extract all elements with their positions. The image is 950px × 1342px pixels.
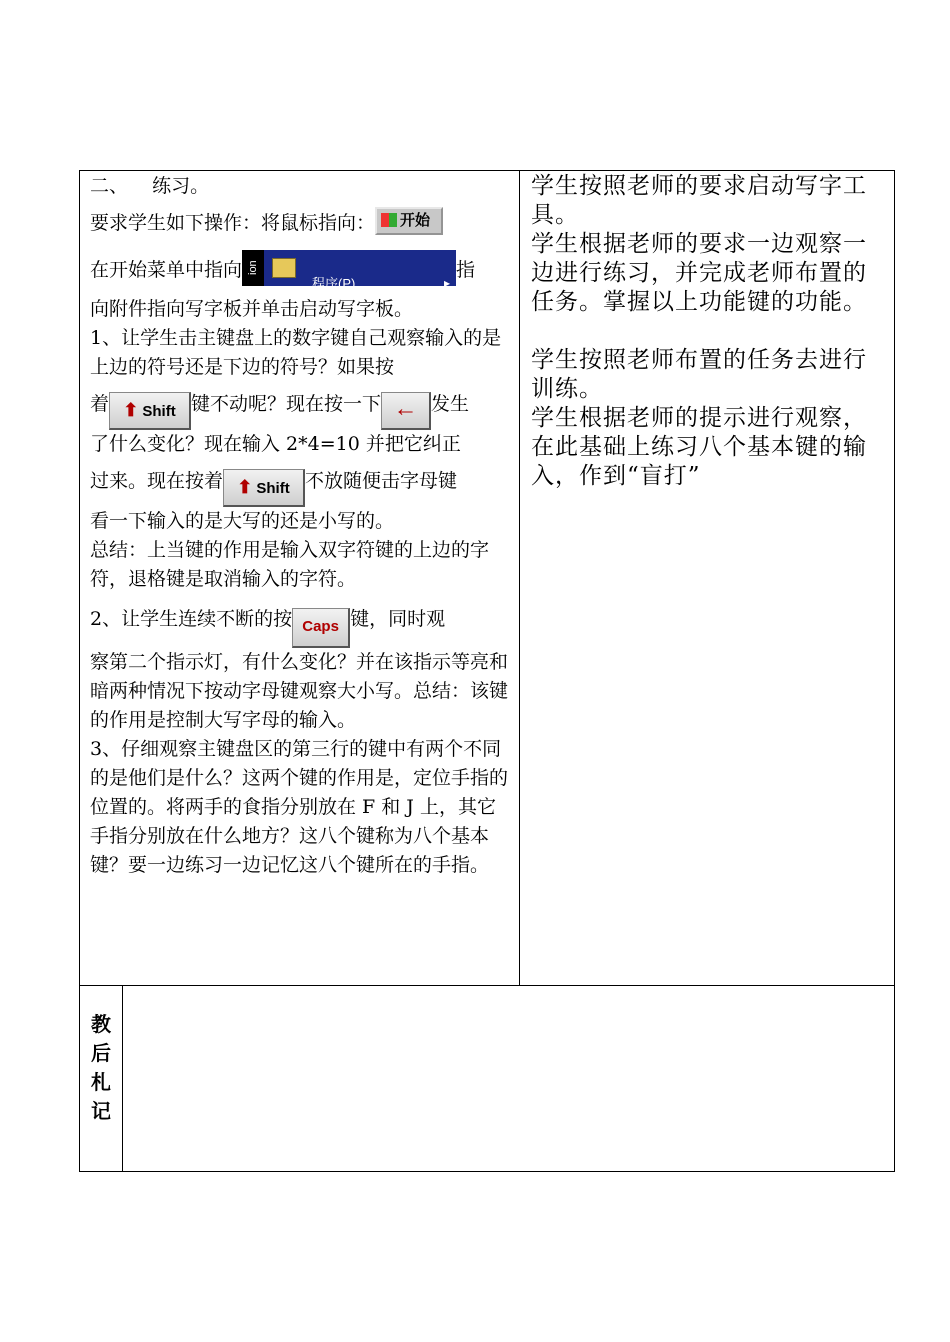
column-divider [519, 170, 520, 986]
submenu-arrow-icon: ▸ [443, 276, 451, 290]
start-button-image: 开始 [375, 207, 443, 235]
student-para-2: 学生根据老师的要求一边观察一边进行练习，并完成老师布置的任务。掌握以上功能键的功能。 [531, 231, 867, 315]
teacher-activity [90, 172, 512, 880]
question-1-shift: 着 ⬆ Shift 键不动呢？现在按一下 ← 发生 [90, 382, 512, 430]
backspace-key-image: ← [381, 392, 431, 430]
question-1-input: 了什么变化？现在输入 2*4=10 并把它纠正 [90, 433, 461, 455]
instruction-line-2: 在开始菜单中指向 ion 程序(P) ▸ 指 [90, 245, 512, 295]
shift-key-image: ⬆ Shift [109, 392, 191, 430]
question-2-caps: 2、让学生连续不断的按 Caps 键，同时观 [90, 594, 512, 648]
question-3: 3、仔细观察主键盘区的第三行的键中有两个不同的是他们是什么？这两个键的作用是，定位手指的位置的。将两手的食指分别放在 F 和 J 上，其它手指分别放在什么地方？这八个键称为八个基本键？要一边练习一边记忆这八个键所在的手指。 [90, 738, 509, 876]
section-heading: 二、 练习。 [90, 175, 210, 197]
question-1-case: 看一下输入的是大写的还是小写的。 [90, 510, 395, 532]
student-para-1: 学生按照老师的要求启动写字工具。 [531, 173, 867, 228]
question-1-hold-shift: 过来。现在按着 ⬆ Shift 不放随便击字母键 [90, 459, 512, 507]
post-lesson-notes-label: 教后札记 [91, 1012, 111, 1123]
folder-icon [272, 258, 296, 278]
student-para-3: 学生按照老师布置的任务去进行训练。 [531, 347, 867, 402]
student-para-4: 学生根据老师的提示进行观察，在此基础上练习八个基本键的输入，作到“盲打” [531, 405, 867, 489]
summary-1: 总结：上当键的作用是输入双字符键的上边的字符，退格键是取消输入的字符。 [90, 539, 490, 590]
up-arrow-icon: ⬆ [237, 477, 253, 497]
up-arrow-icon: ⬆ [123, 400, 139, 420]
notes-divider [122, 985, 123, 1172]
caps-key-image: Caps [292, 608, 350, 648]
windows-flag-icon [381, 213, 397, 227]
row-divider [79, 985, 895, 986]
question-1-intro: 1、让学生击主键盘上的数字键自己观察输入的是上边的符号还是下边的符号？如果按 [90, 327, 502, 378]
programs-menu-image: ion 程序(P) ▸ [242, 250, 456, 286]
instruction-line-3: 向附件指向写字板并单击启动写字板。 [90, 298, 414, 320]
student-activity [531, 172, 887, 491]
instruction-line-1: 要求学生如下操作：将鼠标指向： 开始 [90, 201, 512, 245]
shift-key-image-2: ⬆ Shift [223, 469, 305, 507]
question-2-body: 察第二个指示灯，有什么变化？并在该指示等亮和暗两种情况下按动字母键观察大小写。总结：该键的作用是控制大写字母的输入。 [90, 651, 509, 731]
